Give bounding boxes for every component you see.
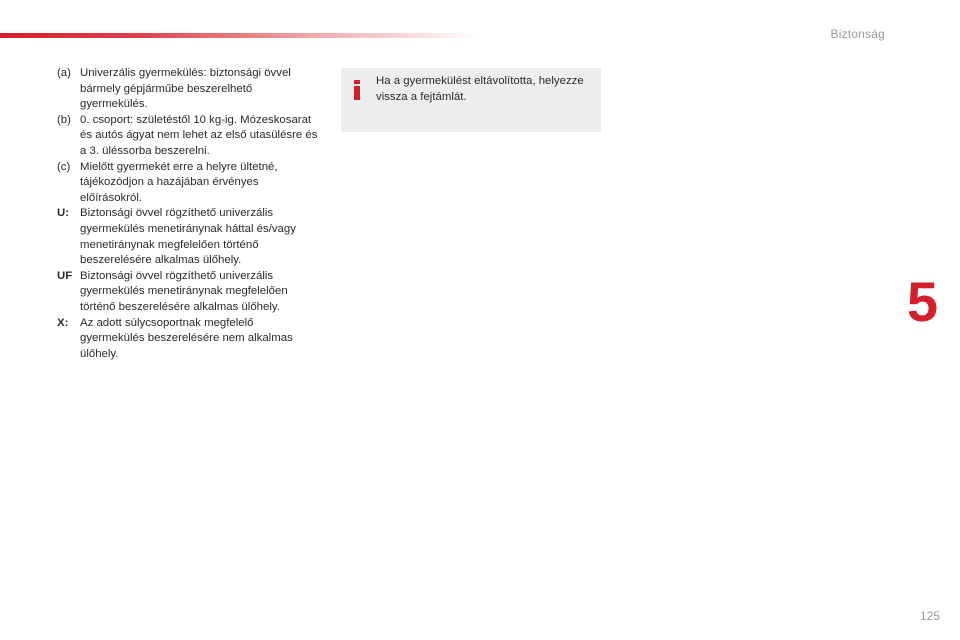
definition-item — [57, 269, 319, 316]
info-icon — [354, 80, 360, 100]
definition-text: 0. csoport: születéstől 10 kg-ig. Mózeskosarat és autós ágyat nem lehet az első utasülésre és a 3. üléssorba beszerelni. — [80, 113, 318, 157]
definition-key: UF — [57, 269, 73, 282]
definition-item — [57, 316, 319, 363]
section-title: Biztonság — [830, 27, 885, 41]
definition-item — [57, 113, 319, 160]
definition-key: (c) — [57, 160, 71, 173]
definition-text: Univerzális gyermekülés: biztonsági övvel bármely gépjárműbe beszerelhető gyermekülés. — [80, 67, 291, 111]
definition-text: Biztonsági övvel rögzíthető univerzális gyermekülés menetiránynak háttal és/vagy menetiránynak megfelelően történő beszerelésére alkalmas ülőhely. — [80, 207, 296, 267]
definition-key: X: — [57, 316, 69, 329]
definition-text: Mielőtt gyermekét erre a helyre ültetné, tájékozódjon a hazájában érvényes előírásokról. — [80, 160, 278, 204]
definition-key: (b) — [57, 113, 71, 126]
definition-text: Biztonsági övvel rögzíthető univerzális gyermekülés menetiránynak megfelelően történő beszerelésére alkalmas ülőhely. — [80, 269, 288, 313]
page-number: 125 — [919, 609, 940, 623]
definition-text: Az adott súlycsoportnak megfelelő gyermekülés beszerelésére nem alkalmas ülőhely. — [80, 316, 293, 360]
definition-item — [57, 66, 319, 113]
definitions-list — [57, 66, 319, 362]
definition-item — [57, 160, 319, 207]
definition-item — [57, 206, 319, 268]
header-accent-bar — [0, 33, 480, 38]
info-note — [341, 68, 601, 132]
info-note-text: Ha a gyermekülést eltávolította, helyezze vissza a fejtámlát. — [376, 75, 584, 103]
definition-key: (a) — [57, 67, 71, 79]
chapter-number: 5 — [906, 270, 938, 333]
definition-key: U: — [57, 207, 70, 220]
